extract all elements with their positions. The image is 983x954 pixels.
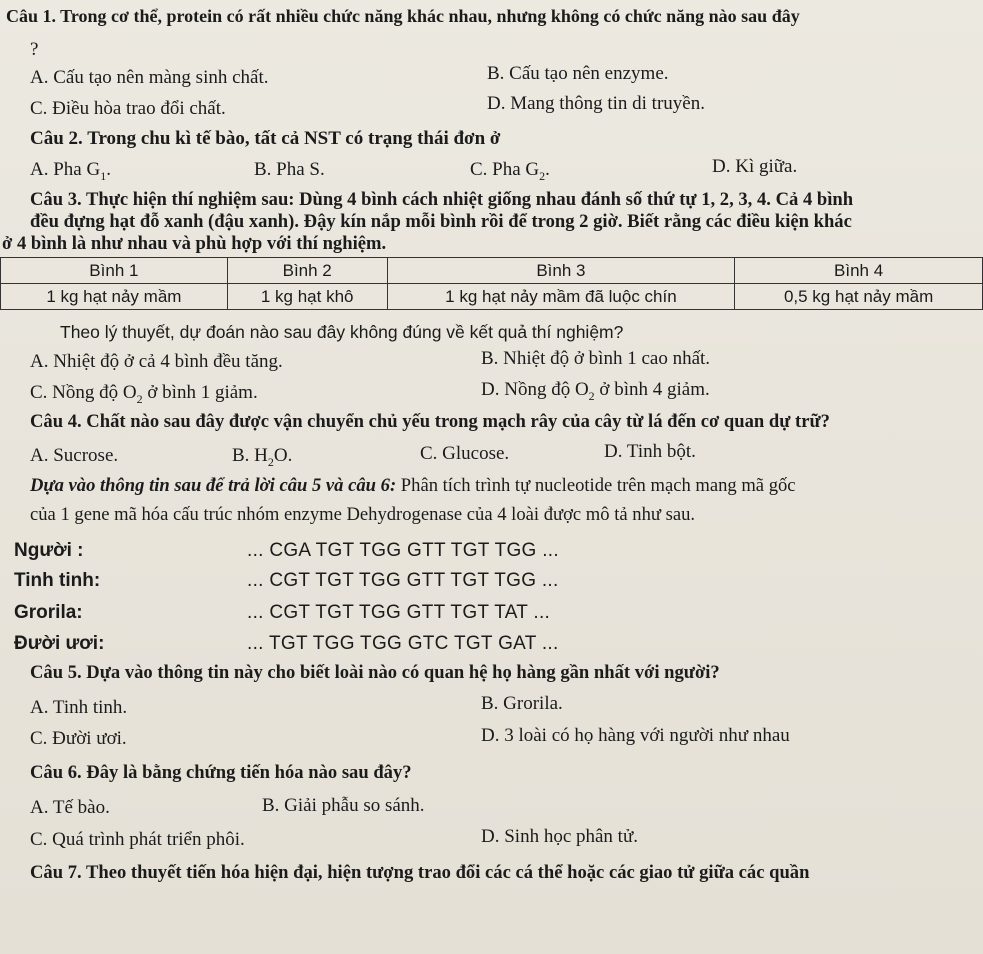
q1-option-b: B. Cấu tạo nên enzyme.: [487, 63, 669, 84]
q3-stem-line3: ở 4 bình là như nhau và phù hợp với thí nghiệm.: [2, 233, 387, 254]
q2-c-sub: 2: [539, 168, 546, 183]
table-header-cell: Bình 4: [735, 258, 983, 284]
q3-stem-line2: đều đựng hạt đỗ xanh (đậu xanh). Đậy kín nắp mỗi bình rồi để trong 2 giờ. Biết rằng các điều kiện khác: [30, 211, 852, 232]
q5-stem: Câu 5. Dựa vào thông tin này cho biết loài nào có quan hệ họ hàng gần nhất với người?: [30, 662, 720, 683]
q3-option-b: B. Nhiệt độ ở bình 1 cao nhất.: [481, 348, 711, 369]
table-header-cell: Bình 2: [227, 258, 387, 284]
q5-option-a: A. Tinh tinh.: [30, 697, 128, 718]
species-name: Grorila:: [14, 602, 83, 623]
table-header-cell: Bình 3: [387, 258, 735, 284]
q6-stem: Câu 6. Đây là bằng chứng tiến hóa nào sau đây?: [30, 762, 412, 783]
species-sequence: ... CGA TGT TGG GTT TGT TGG ...: [247, 540, 559, 561]
q2-a-sub: 1: [100, 168, 107, 183]
q56-intro-lead: Dựa vào thông tin sau để trả lời câu 5 và câu 6:: [30, 475, 397, 496]
q1-stem-line1: Câu 1. Trong cơ thể, protein có rất nhiều chức năng khác nhau, nhưng không có chức năng nào sau đây: [6, 6, 800, 26]
q5-option-d: D. 3 loài có họ hàng với người như nhau: [481, 725, 790, 746]
q2-c-text: C. Pha G: [470, 159, 540, 180]
species-name: Tinh tinh:: [14, 570, 101, 591]
q3-c-tail: ở bình 1 giảm.: [142, 382, 258, 403]
q1-option-a: A. Cấu tạo nên màng sinh chất.: [30, 67, 269, 88]
q56-intro-rest: Phân tích trình tự nucleotide trên mạch mang mã gốc: [396, 475, 796, 496]
species-name: Đười ươi:: [14, 633, 105, 654]
q4-b-text: B. H: [232, 445, 268, 466]
q4-option-a: A. Sucrose.: [30, 445, 119, 466]
q6-option-a: A. Tế bào.: [30, 797, 110, 818]
table-cell: 0,5 kg hạt nảy mầm: [735, 284, 983, 310]
q4-b-sub: 2: [267, 454, 274, 469]
q4-b-tail: O.: [273, 445, 293, 466]
q3-d-sub: 2: [588, 388, 595, 403]
q2-option-d: D. Kì giữa.: [712, 156, 798, 177]
q3-option-a: A. Nhiệt độ ở cả 4 bình đều tăng.: [30, 351, 283, 372]
table-cell: 1 kg hạt khô: [227, 284, 387, 310]
q2-option-c: C. Pha $G_2$.: [470, 159, 550, 183]
q2-option-a: A. Pha $G_1$.: [30, 159, 111, 183]
q6-option-b: B. Giải phẫu so sánh.: [262, 795, 425, 816]
species-name: Người :: [14, 540, 84, 561]
q4-option-b: [232, 444, 292, 474]
q2-option-b: B. Pha S.: [254, 159, 325, 180]
species-sequence: ... CGT TGT TGG GTT TGT TGG ...: [247, 570, 559, 591]
q3-d-tail: ở bình 4 giảm.: [594, 379, 710, 400]
q3-stem-line1: Câu 3. Thực hiện thí nghiệm sau: Dùng 4 bình cách nhiệt giống nhau đánh số thứ tự 1, 2, 3, 4. Cả 4 bình: [30, 189, 854, 210]
q1-option-c: C. Điều hòa trao đổi chất.: [30, 98, 226, 119]
q4-option-c: C. Glucose.: [420, 443, 510, 464]
q4-stem: Câu 4. Chất nào sau đây được vận chuyển chủ yếu trong mạch rây của cây từ lá đến cơ quan dự trữ?: [30, 411, 830, 432]
q6-option-c: C. Quá trình phát triển phôi.: [30, 829, 245, 850]
table-header-cell: Bình 1: [1, 258, 228, 284]
q3-c-text: C. Nồng độ O: [30, 382, 137, 403]
q4-option-d: D. Tinh bột.: [604, 441, 696, 462]
q2-a-text: A. Pha G: [30, 159, 101, 180]
q1-stem-line2: ?: [30, 39, 39, 60]
table-row: [1, 284, 983, 310]
q6-option-d: D. Sinh học phân tử.: [481, 826, 639, 847]
species-sequence: ... CGT TGT TGG GTT TGT TAT ...: [247, 602, 551, 623]
q3-d-text: D. Nồng độ O: [481, 379, 589, 400]
q5-option-c: C. Đười ươi.: [30, 728, 127, 749]
table-cell: 1 kg hạt nảy mầm đã luộc chín: [387, 284, 735, 310]
q7-stem: Câu 7. Theo thuyết tiến hóa hiện đại, hiện tượng trao đổi các cá thể hoặc các giao tử giữa các quần: [30, 862, 810, 883]
q56-intro-line1: [30, 474, 796, 498]
q5-option-b: B. Grorila.: [481, 693, 563, 714]
q3-option-c: [30, 381, 258, 411]
q1-stem: [6, 4, 800, 28]
q3-option-d: [481, 378, 710, 408]
table-header-row: [1, 258, 983, 284]
q3-c-sub: 2: [136, 391, 143, 406]
species-sequence: ... TGT TGG TGG GTC TGT GAT ...: [247, 633, 559, 654]
experiment-table: [0, 257, 983, 310]
q3-question: Theo lý thuyết, dự đoán nào sau đây không đúng về kết quả thí nghiệm?: [60, 322, 624, 342]
q56-intro-line2: của 1 gene mã hóa cấu trúc nhóm enzyme Dehydrogenase của 4 loài được mô tả như sau.: [30, 504, 696, 525]
table-cell: 1 kg hạt nảy mầm: [1, 284, 228, 310]
q1-option-d: D. Mang thông tin di truyền.: [487, 93, 705, 114]
q2-stem: Câu 2. Trong chu kì tế bào, tất cả NST có trạng thái đơn ở: [30, 128, 501, 149]
